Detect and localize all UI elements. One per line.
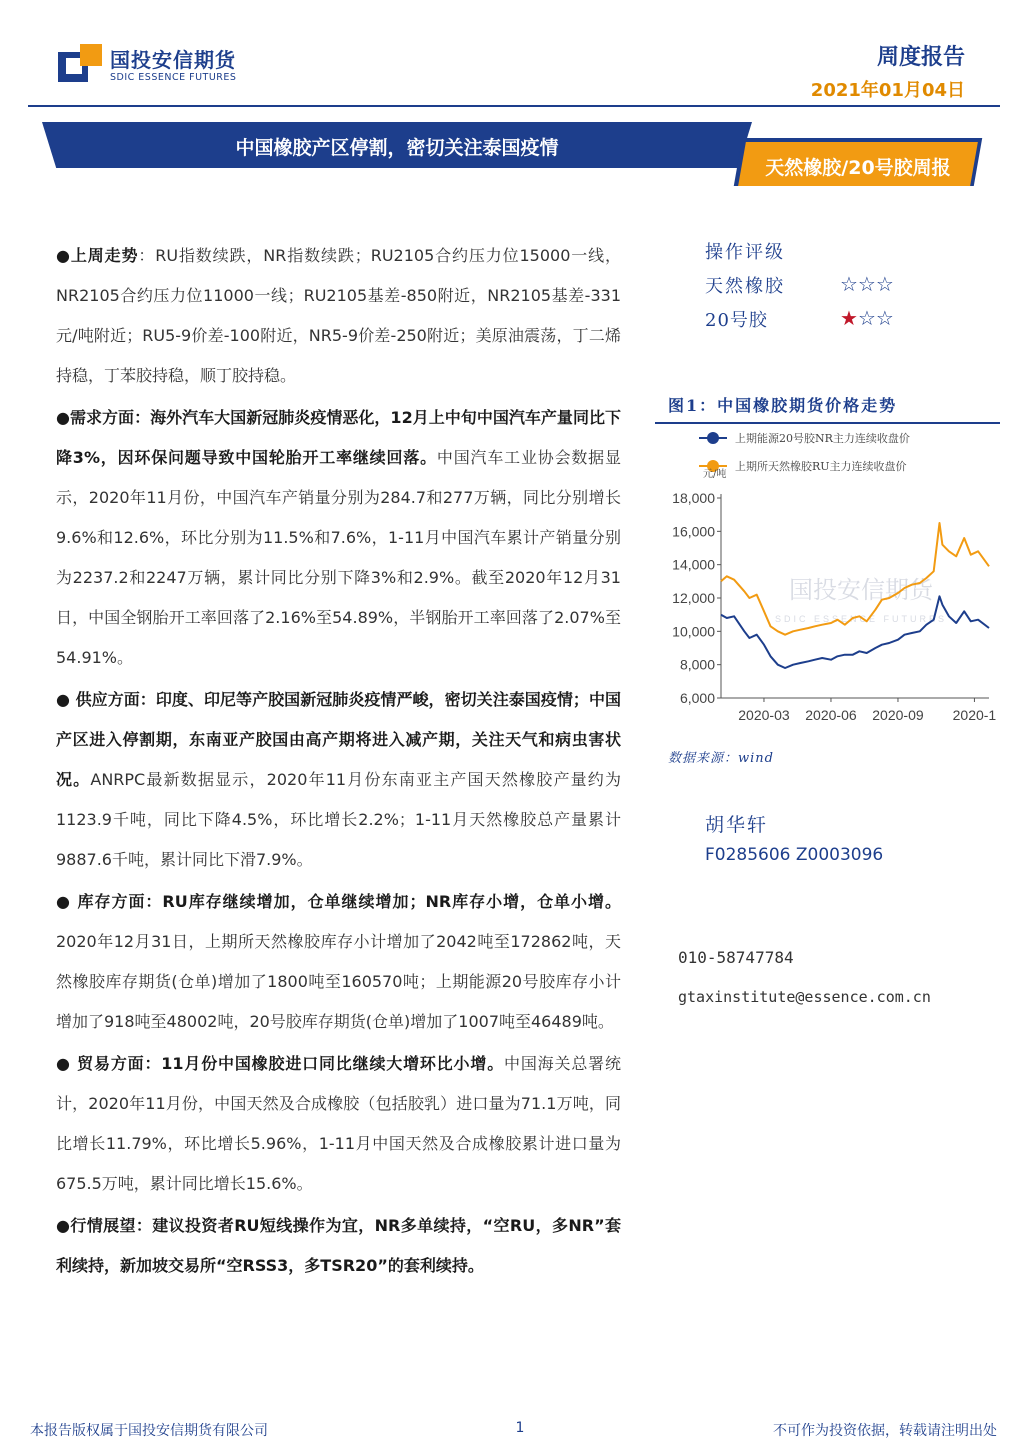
x-tick-label: 2020-06 [805, 707, 857, 723]
paragraph-label: ● 供应方面：印度、印尼等产胶国新冠肺炎疫情严峻，密切关注泰国疫情；中国产区进入停割期，东南亚产胶国由高产期将进入减产期，关注天气和病虫害状况。 [56, 690, 621, 789]
paragraph-label: ●需求方面：海外汽车大国新冠肺炎疫情恶化，12月上中旬中国汽车产量同比下降3%，因环保问题导致中国轮胎开工率继续回落。 [56, 408, 621, 467]
author-name: 胡华轩 [705, 814, 769, 836]
paragraph-text: ：RU指数续跌，NR指数续跌；RU2105合约压力位15000一线，NR2105合约压力位11000一线；RU2105基差-850附近，NR2105基差-331元/吨附近；RU5-9价差-100附近，NR5-9价差-250附近；美原油震荡，丁二烯持稳，丁苯胶持稳，顺丁胶持稳。 [56, 246, 621, 385]
y-tick-label: 8,000 [679, 656, 715, 673]
author-cert: F0285606 Z0003096 [705, 845, 884, 865]
rating-name-nr: 20号胶 [705, 310, 768, 331]
report-title: 中国橡胶产区停割，密切关注泰国疫情 [235, 137, 559, 159]
footer-disclaimer: 不可作为投资依据，转载请注明出处 [773, 1423, 997, 1439]
unit-label: 元/吨 [703, 469, 727, 480]
report-type: 周度报告 [876, 45, 965, 70]
footer-copyright: 本报告版权属于国投安信期货有限公司 [30, 1423, 268, 1439]
main-text-column [56, 236, 621, 1288]
legend-label: 上期所天然橡胶RU主力连续收盘价 [735, 460, 907, 473]
paragraph-supply [56, 680, 621, 880]
figure-title: 图1：中国橡胶期货价格走势 [668, 396, 898, 415]
legend-label: 上期能源20号胶NR主力连续收盘价 [735, 432, 910, 445]
paragraph-demand [56, 398, 621, 678]
star-empty-icon: ☆☆☆ [840, 272, 894, 296]
star-empty-icon: ☆☆ [857, 306, 894, 330]
paragraph-text: ANRPC最新数据显示，2020年11月份东南亚主产国天然橡胶产量约为1123.9千吨，同比下降4.5%，环比增长2.2%；1-11月天然橡胶总产量累计9887.6千吨，累计同比下滑7.9%。 [56, 770, 621, 869]
price-chart [655, 424, 1003, 734]
watermark-text: 国投安信期货 [789, 577, 933, 604]
company-name: 国投安信期货 [110, 48, 236, 72]
paragraph-label: ●上周走势 [56, 246, 139, 265]
star-filled-icon: ★ [840, 306, 858, 330]
data-source: 数据来源：wind [668, 751, 774, 766]
paragraph-trade [56, 1044, 621, 1204]
header-divider [28, 105, 1000, 107]
x-tick-label: 2020-03 [738, 707, 790, 723]
paragraph-inventory [56, 882, 621, 1042]
y-tick-label: 10,000 [672, 623, 715, 640]
company-name-en: SDIC ESSENCE FUTURES [110, 72, 237, 83]
page-number: 1 [515, 1420, 525, 1436]
x-tick-label: 2020-1 [952, 707, 997, 723]
paragraph-outlook [56, 1206, 621, 1286]
report-date: 2021年01月04日 [810, 80, 965, 101]
paragraph-label: ● 贸易方面：11月份中国橡胶进口同比继续大增环比小增。 [56, 1054, 505, 1073]
y-tick-label: 16,000 [672, 523, 715, 540]
paragraph-text: 中国海关总署统计，2020年11月份，中国天然及合成橡胶（包括胶乳）进口量为71.1万吨，同比增长11.79%，环比增长5.96%，1-11月中国天然及合成橡胶累计进口量为675.5万吨，累计同比增长15.6%。 [56, 1054, 621, 1193]
company-logo-icon [58, 44, 102, 82]
y-tick-label: 14,000 [672, 556, 715, 573]
paragraph-text: 2020年12月31日，上期所天然橡胶库存小计增加了2042吨至172862吨，天然橡胶库存期货(仓单)增加了1800吨至160570吨；上期能源20号胶库存小计增加了918吨至48002吨，20号胶库存期货(仓单)增加了1007吨至46489吨。 [56, 932, 621, 1031]
paragraph-label: ●行情展望：建议投资者RU短线操作为宜，NR多单续持，“空RU，多NR”套利续持，新加坡交易所“空RSS3，多TSR20”的套利续持。 [56, 1216, 621, 1275]
rating-name-ru: 天然橡胶 [705, 276, 785, 297]
contact-phone: 010-58747784 [678, 948, 794, 967]
report-tag: 天然橡胶/20号胶周报 [765, 157, 951, 179]
y-tick-label: 12,000 [672, 590, 715, 606]
y-tick-label: 6,000 [679, 690, 715, 706]
paragraph-weekly-trend [56, 236, 621, 396]
paragraph-label: ● 库存方面：RU库存继续增加，仓单继续增加；NR库存小增，仓单小增。 [56, 892, 621, 911]
rating-stars-nr [840, 306, 894, 330]
rating-title: 操作评级 [705, 242, 785, 263]
watermark-text-en: SDIC ESSENCE FUTURES [774, 614, 948, 624]
legend-marker [707, 432, 719, 444]
contact-email[interactable]: gtaxinstitute@essence.com.cn [678, 988, 931, 1006]
y-tick-label: 18,000 [672, 490, 715, 506]
rating-stars-ru [840, 272, 894, 296]
x-tick-label: 2020-09 [872, 707, 924, 723]
paragraph-text: 中国汽车工业协会数据显示，2020年11月份，中国汽车产销量分别为284.7和277万辆，同比分别增长9.6%和12.6%，环比分别为11.5%和7.6%，1-11月中国汽车累计产销量分别为2237.2和2247万辆，累计同比分别下降3%和2.9%。截至2020年12月31日，中国全钢胎开工率回落了2.16%至54.89%，半钢胎开工率回落了2.07%至54.91%。 [56, 448, 621, 667]
